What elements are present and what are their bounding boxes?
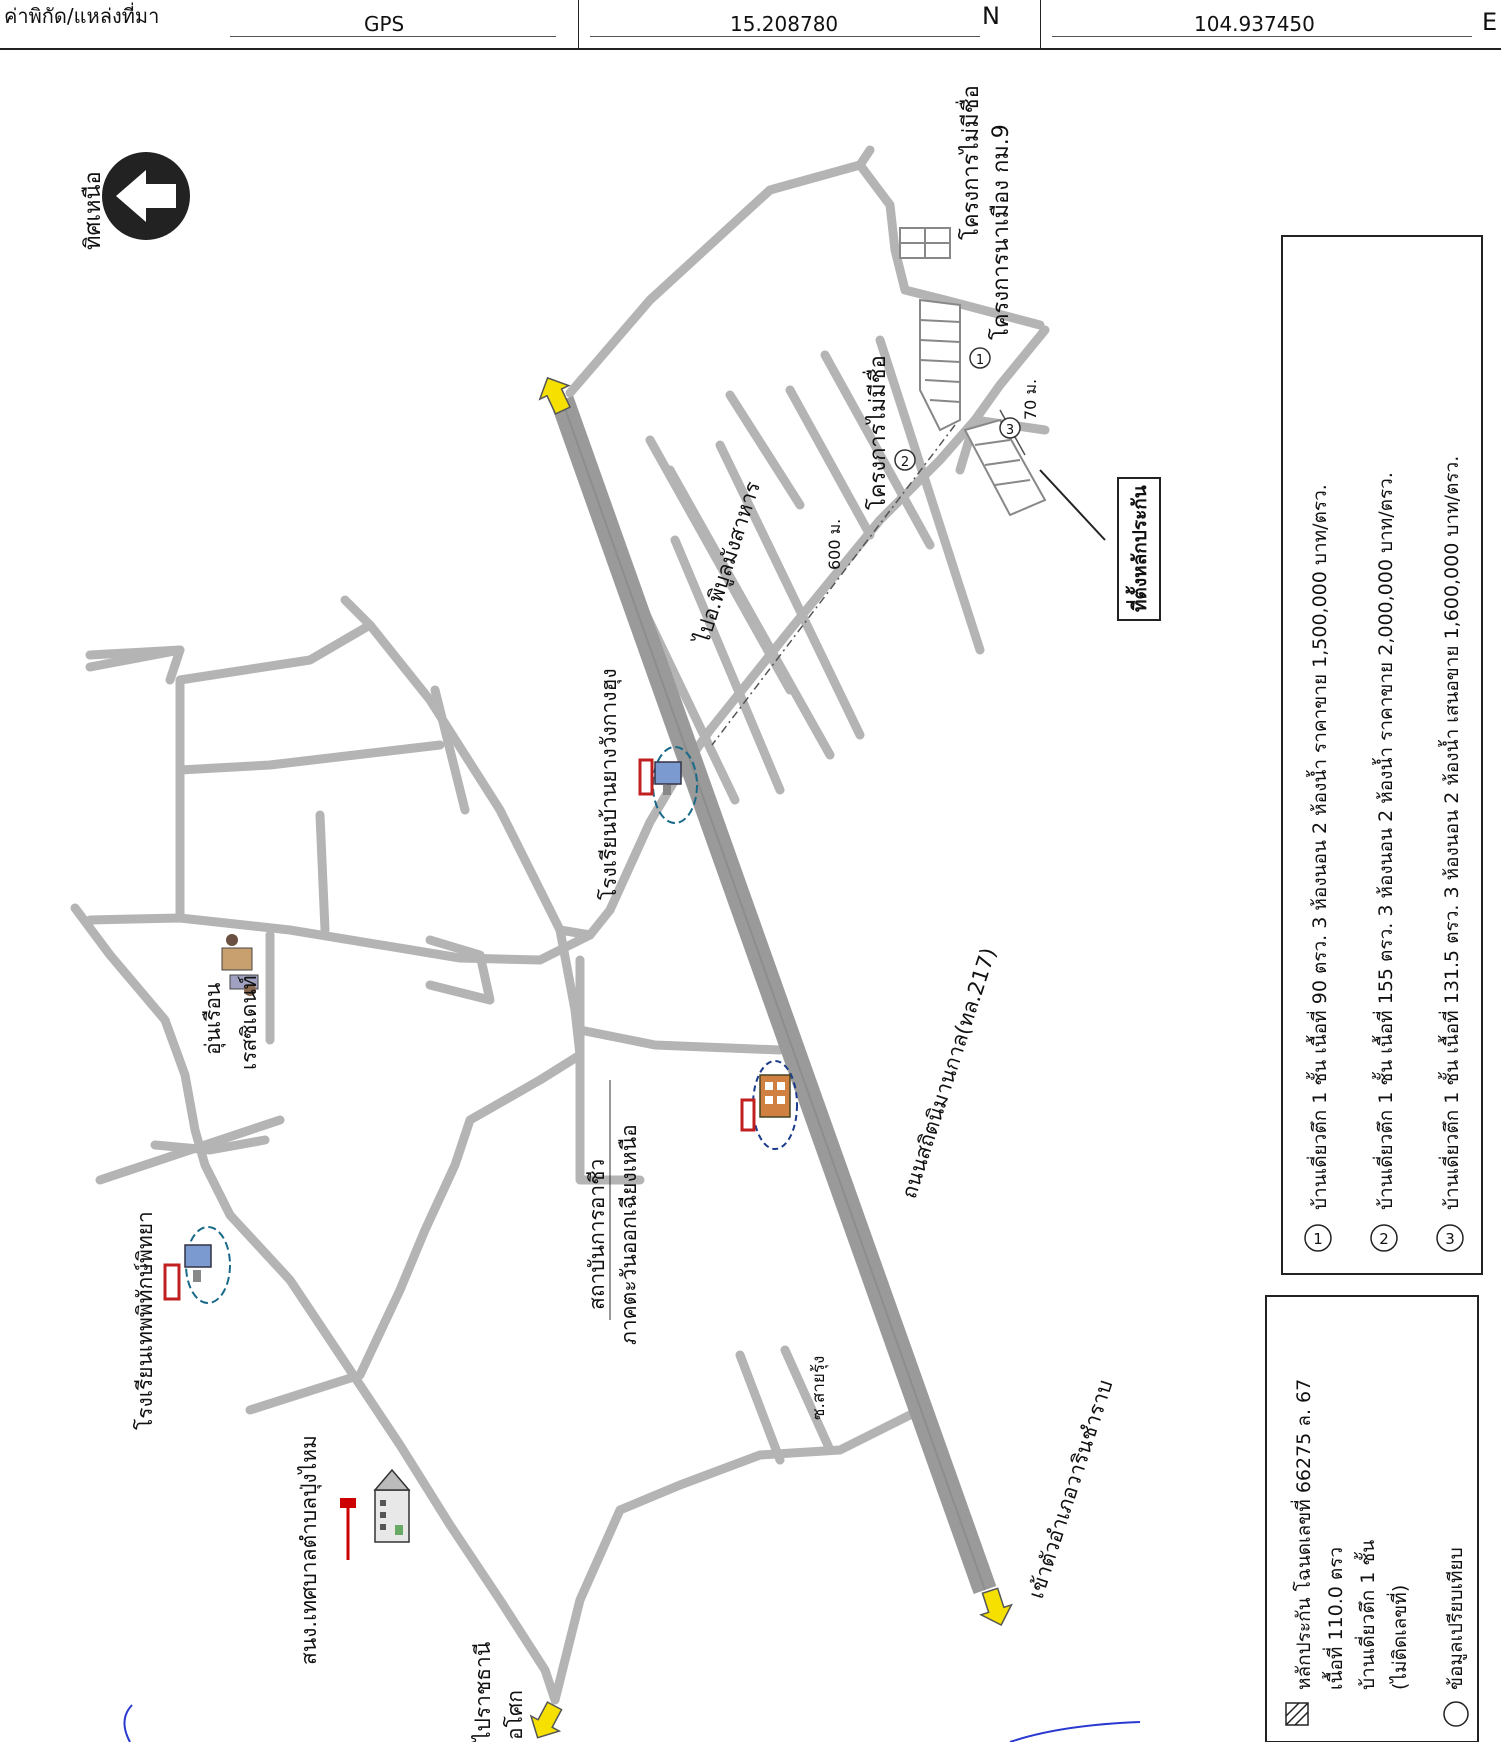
header-divider <box>578 0 579 48</box>
label-un-ruean-2: เรสซิเดนท์ <box>237 975 261 1070</box>
latitude-value: 15.208780 <box>730 12 839 36</box>
longitude-hemisphere: E <box>1482 8 1498 36</box>
comparable-marker-3 <box>1000 418 1020 438</box>
legend-num-1: 1 <box>1313 1230 1323 1248</box>
comparable-marker-2 <box>895 450 915 470</box>
field-underline <box>590 36 980 37</box>
field-underline <box>230 36 556 37</box>
label-collateral-site: ที่ตั้งหลักประกัน <box>1129 485 1151 612</box>
circle-swatch-icon <box>1444 1702 1468 1726</box>
municipality-office-icon <box>340 1470 409 1560</box>
label-to-ratchathani-1: ไปราชธานี <box>471 1641 495 1742</box>
label-to-warin: เข้าตัวอำเภอวารินชำราบ <box>1023 1376 1118 1602</box>
field-underline <box>1052 36 1472 37</box>
label-school-wang-kang-yung: โรงเรียนบ้านยางวังกางฮุง <box>597 668 621 900</box>
pen-mark <box>124 1705 132 1742</box>
label-school-thepphithak: โรงเรียนเทพพิทักษ์พิทยา <box>133 1211 157 1430</box>
label-institute-2: ภาคตะวันออกเฉียงเหนือ <box>617 1124 641 1345</box>
legend-collateral <box>1266 1296 1478 1742</box>
label-distance-70: 70 ม. <box>1021 378 1040 420</box>
label-municipality-office: สนง.เทศบาลตำบลปุ่งไหม <box>297 1435 321 1665</box>
legend-num-2: 2 <box>1379 1230 1389 1248</box>
collateral-line-5: ข้อมูลเปรียบเทียบ <box>1445 1547 1467 1690</box>
label-soi-sai-rung: ซ.สายรุ้ง <box>809 1355 829 1420</box>
label-project-na-mueang: โครงการนาเมือง กม.9 <box>989 124 1014 340</box>
highway-centerline <box>562 400 985 1590</box>
legend-num-3: 3 <box>1445 1230 1455 1248</box>
direction-arrow-ratchathani <box>523 1698 568 1742</box>
collateral-line-2: เนื้อที่ 110.0 ตรว <box>1325 1546 1347 1690</box>
comparable-marker-1 <box>970 348 990 368</box>
svg-text:3: 3 <box>1005 423 1015 438</box>
label-north: ทิศเหนือ <box>81 171 106 250</box>
svg-text:2: 2 <box>900 455 910 470</box>
coordinate-header <box>0 0 1501 50</box>
collateral-line-1: หลักประกัน โฉนดเลขที่ 66275 ล. 67 <box>1293 1378 1315 1690</box>
label-distance-600: 600 ม. <box>825 518 844 570</box>
collateral-line-3: บ้านเดี่ยวตึก 1 ชั้น <box>1357 1539 1379 1690</box>
legend-text-3: บ้านเดี่ยวตึก 1 ชั้น เนื้อที่ 131.5 ตรว. 3 ห้องนอน 2 ห้องน้ำ เสนอขาย 1,600,000 บาท/ตรว. <box>1441 455 1463 1210</box>
institute-icon <box>742 1061 797 1149</box>
label-institute-1: สถาบันการอาชีว <box>585 1158 609 1310</box>
school-icon-thepphithak <box>165 1227 230 1303</box>
longitude-value: 104.937450 <box>1194 12 1315 36</box>
location-map <box>0 50 1501 1742</box>
pen-mark <box>1010 1722 1140 1742</box>
label-road-217: ถนนสถิตนิมานกาล(ทล.217) <box>896 944 1001 1202</box>
hatched-swatch-icon <box>1286 1703 1308 1725</box>
header-divider <box>1040 0 1041 48</box>
label-project-no-name-top: โครงการไม่มีชื่อ <box>959 85 984 240</box>
label-to-ratchathani-2: อโศก <box>503 1690 527 1740</box>
label-project-no-name-mid: โครงการไม่มีชื่อ <box>866 355 891 510</box>
collateral-pointer <box>1040 470 1105 540</box>
label-un-ruean-1: อุ่นเรือน <box>201 982 225 1055</box>
latitude-hemisphere: N <box>982 2 1000 30</box>
direction-arrow-warin <box>975 1586 1017 1630</box>
coord-source-value: GPS <box>364 12 405 36</box>
legend-comparables <box>1282 236 1482 1274</box>
north-arrow-icon <box>102 152 190 240</box>
legend-text-2: บ้านเดี่ยวตึก 1 ชั้น เนื้อที่ 155 ตรว. 3 ห้องนอน 2 ห้องน้ำ ราคาขาย 2,000,000 บาท/ตรว. <box>1375 472 1397 1210</box>
label-to-phibun: ไปอ.พิบูลมังสาหาร <box>689 478 765 647</box>
coord-source-label: ค่าพิกัด/แหล่งที่มา <box>4 4 160 28</box>
collateral-line-4: (ไม่ติดเลขที่) <box>1389 1584 1411 1690</box>
legend-text-1: บ้านเดี่ยวตึก 1 ชั้น เนื้อที่ 90 ตรว. 3 ห้องนอน 2 ห้องน้ำ ราคาขาย 1,500,000 บาท/ตรว. <box>1309 484 1331 1210</box>
svg-text:1: 1 <box>975 353 985 368</box>
